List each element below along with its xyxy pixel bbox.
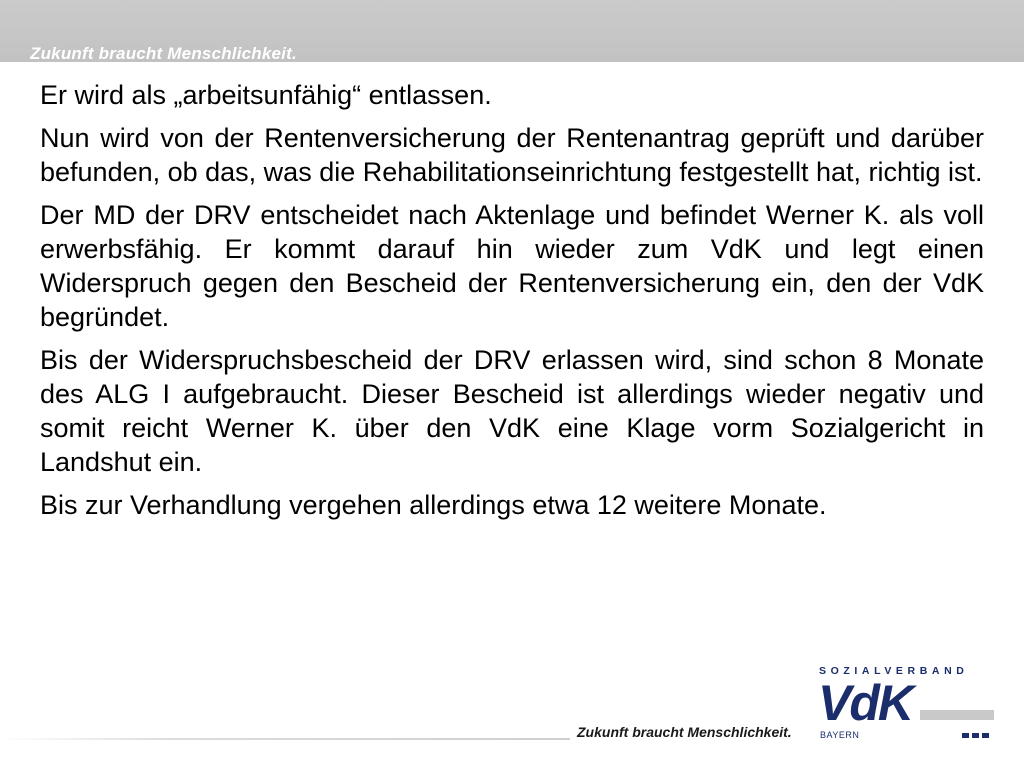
logo-squares-icon [962,733,989,738]
logo-grey-bar [920,710,994,720]
logo-top-text: SOZIALVERBAND [819,665,969,677]
header-bar [0,0,1024,62]
paragraph-4: Bis der Widerspruchsbescheid der DRV erlassen wird, sind schon 8 Monate des ALG I aufgebraucht. Dieser Bescheid ist allerdings wieder negativ und somit reicht Werner K. über den VdK eine Klage vorm Sozialgericht in Landshut ein. [40,345,984,477]
slide-body [40,78,984,531]
paragraph-1: Er wird als „arbeitsunfähig“ entlassen. [40,80,492,110]
vdk-logo [812,660,1012,760]
header-slogan: Zukunft braucht Menschlichkeit. [30,44,297,62]
footer-slogan: Zukunft braucht Menschlichkeit. [577,724,792,740]
paragraph-3: Der MD der DRV entscheidet nach Aktenlage und befindet Werner K. als voll erwerbsfähig. Er kommt darauf hin wieder zum VdK und legt einen Widerspruch gegen den Bescheid der Rentenversicherung ein, den der VdK begründet. [40,200,984,332]
logo-mark-text: VdK [818,682,912,724]
logo-bottom-text: BAYERN [820,730,860,740]
paragraph-5: Bis zur Verhandlung vergehen allerdings etwa 12 weitere Monate. [40,490,827,520]
paragraph-2: Nun wird von der Rentenversicherung der Rentenantrag geprüft und darüber befunden, ob das, was die Rehabilitationseinrichtung festgestellt hat, richtig ist. [40,123,984,187]
footer-divider [0,738,570,740]
